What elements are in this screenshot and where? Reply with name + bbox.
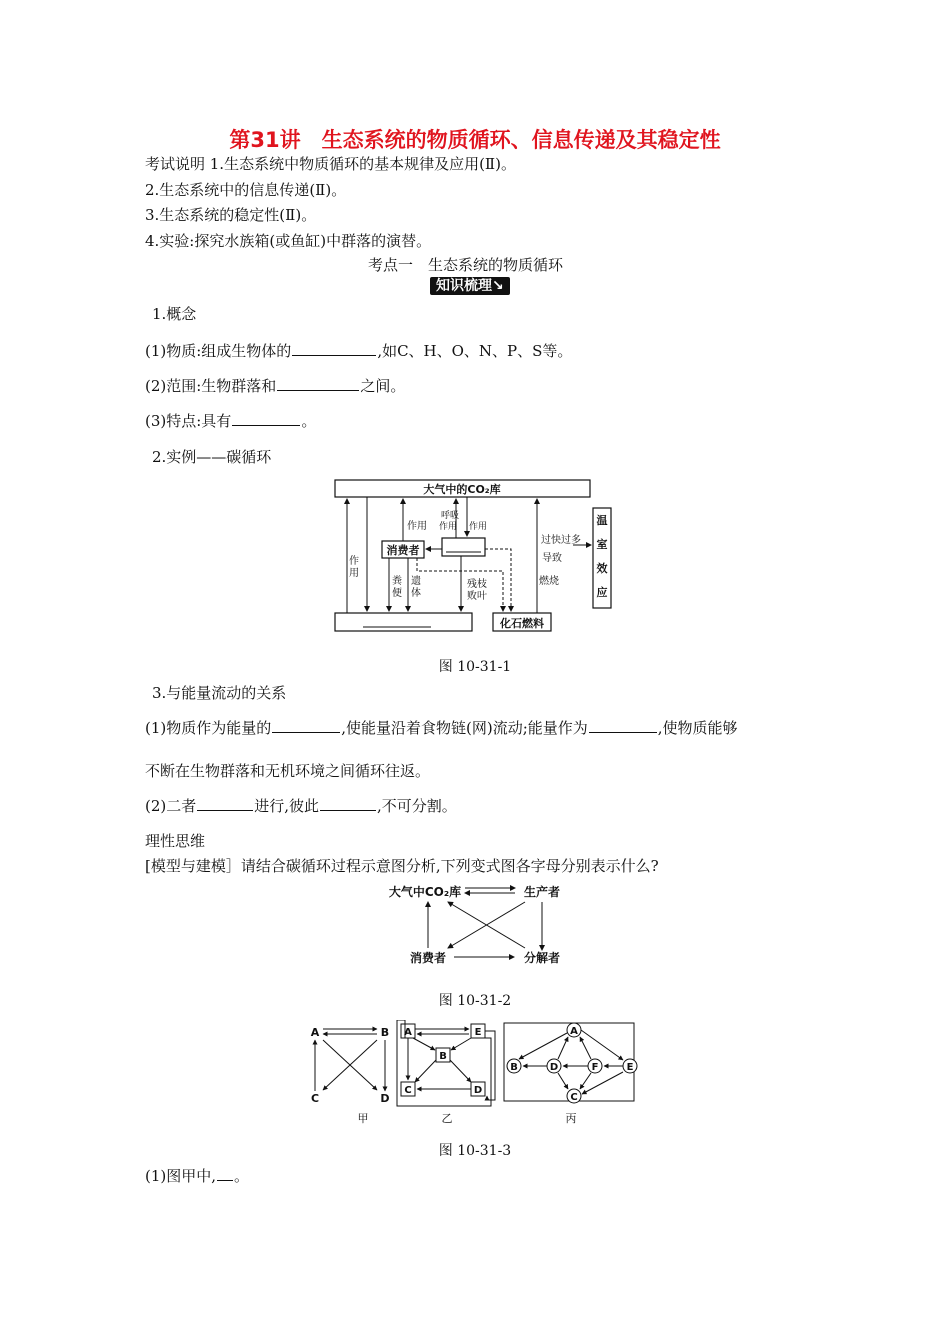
relation-q1-c: ,使物质能够 [657,719,738,737]
litter-label-2: 败叶 [467,591,487,602]
answer-line [145,1165,249,1186]
bing-node-e: E [626,1062,634,1073]
photosynthesis-label: 作用 [468,522,488,532]
answer-blank[interactable] [589,718,657,733]
atmosphere-label: 大气中的CO₂库 [423,483,501,496]
greenhouse-char-3: 效 [596,562,608,575]
figure-caption-2: 图 10-31-2 [438,993,512,1009]
yi-node-c: C [404,1085,412,1096]
answer-blank[interactable] [272,718,340,733]
relation-q1-cont: 不断在生物群落和无机环境之间循环往返。 [145,762,431,780]
excess-label-1: 过快过多 [541,535,581,546]
remains-label-2: 体 [411,588,421,599]
greenhouse-char-2: 室 [596,538,608,551]
answer-line-a: (1)图甲中, [145,1167,217,1185]
variant-diagrams [305,1020,645,1128]
producer-node: 生产者 [523,885,561,899]
concept-q2-a: (2)范围:生物群落和 [145,377,277,395]
yi-node-a: A [404,1027,412,1038]
concept-q1-b: ,如C、H、O、N、P、S等。 [377,342,573,360]
consumer-node: 消费者 [409,951,447,965]
left-label-2: 用 [349,568,359,579]
remains-label-1: 遗 [411,576,421,587]
yi-label: 乙 [441,1112,453,1125]
feces-label-2: 便 [392,588,402,599]
jia-node-c: C [310,1092,320,1105]
greenhouse-char-4: 应 [596,586,608,599]
yi-node-e: E [474,1027,482,1038]
diagram-yi [397,1020,495,1125]
figure-caption-1: 图 10-31-1 [438,659,512,675]
bing-label: 丙 [565,1112,577,1125]
exam-note-1: 考试说明 1.生态系统中物质循环的基本规律及应用(Ⅱ)。 [145,155,516,173]
bottom-box [335,613,472,631]
concept-q1 [145,340,572,361]
answer-blank[interactable] [292,341,376,356]
diagram-jia [311,1026,390,1125]
producer-blank-box [442,538,485,556]
bing-node-b: B [510,1062,518,1073]
exam-note-2: 2.生态系统中的信息传递(Ⅱ)。 [145,181,347,199]
section-heading: 考点一 生态系统的物质循环 [368,256,564,274]
burning-label: 燃烧 [539,576,559,587]
concept-q3-a: (3)特点:具有 [145,412,232,430]
greenhouse-char-1: 温 [596,514,608,527]
badge-label: 知识梳理↘ [430,277,510,295]
jia-node-a: A [310,1026,320,1039]
thinking-question: [模型与建模］请结合碳循环过程示意图分析,下列变式图各字母分别表示什么? [145,857,659,875]
fossil-fuel-label: 化石燃料 [500,617,544,630]
consumer-respiration-label: 作用 [407,521,427,532]
figure-caption-3: 图 10-31-3 [438,1143,512,1159]
relation-q2-c: ,不可分割。 [377,797,457,815]
thinking-heading: 理性思维 [145,832,206,850]
jia-node-d: D [380,1092,390,1105]
relation-q1-a: (1)物质作为能量的 [145,719,272,737]
answer-blank[interactable] [217,1166,233,1181]
excess-label-2: 导致 [542,553,562,564]
bing-node-c: C [570,1092,578,1103]
yi-node-b: B [439,1051,447,1062]
diagram-bing [504,1023,637,1125]
answer-blank[interactable] [197,796,253,811]
exam-note-3: 3.生态系统的稳定性(Ⅱ)。 [145,206,317,224]
relation-q2-a: (2)二者 [145,797,197,815]
concept-heading: 1.概念 [152,305,197,323]
relation-q1 [145,717,738,738]
concept-q2-b: 之间。 [360,377,406,395]
carbon-cycle-model-diagram [380,880,570,970]
consumer-label: 消费者 [386,544,420,557]
respiration-label-1: 呼吸 [440,511,460,521]
knowledge-badge [430,275,510,295]
left-label-1: 作 [349,556,359,567]
exam-note-4: 4.实验:探究水族箱(或鱼缸)中群落的演替。 [145,232,432,250]
atmosphere-node: 大气中CO₂库 [388,885,462,899]
bing-node-d: D [549,1062,559,1073]
relation-q2-b: 进行,彼此 [254,797,320,815]
decomposer-node: 分解者 [523,951,561,965]
relation-heading: 3.与能量流动的关系 [152,684,287,702]
concept-q1-a: (1)物质:组成生物体的 [145,342,292,360]
concept-q3-b: 。 [301,412,317,430]
answer-blank[interactable] [277,376,359,391]
litter-label-1: 残枝 [467,579,487,590]
answer-blank[interactable] [232,411,300,426]
example-heading: 2.实例——碳循环 [152,448,272,466]
relation-q1-b: ,使能量沿着食物链(网)流动;能量作为 [341,719,588,737]
page-title: 第31讲 生态系统的物质循环、信息传递及其稳定性 [229,128,721,152]
answer-blank[interactable] [320,796,376,811]
jia-label: 甲 [357,1112,369,1125]
concept-q3 [145,410,316,431]
respiration-label-2: 作用 [438,522,458,532]
jia-node-b: B [380,1026,390,1039]
bing-node-a: A [570,1026,578,1037]
answer-line-b: 。 [234,1167,250,1185]
concept-q2 [145,375,405,396]
yi-node-d: D [473,1085,483,1096]
carbon-cycle-diagram [325,475,625,640]
bing-node-f: F [591,1062,599,1073]
feces-label-1: 粪 [392,576,402,587]
relation-q2 [145,795,457,816]
